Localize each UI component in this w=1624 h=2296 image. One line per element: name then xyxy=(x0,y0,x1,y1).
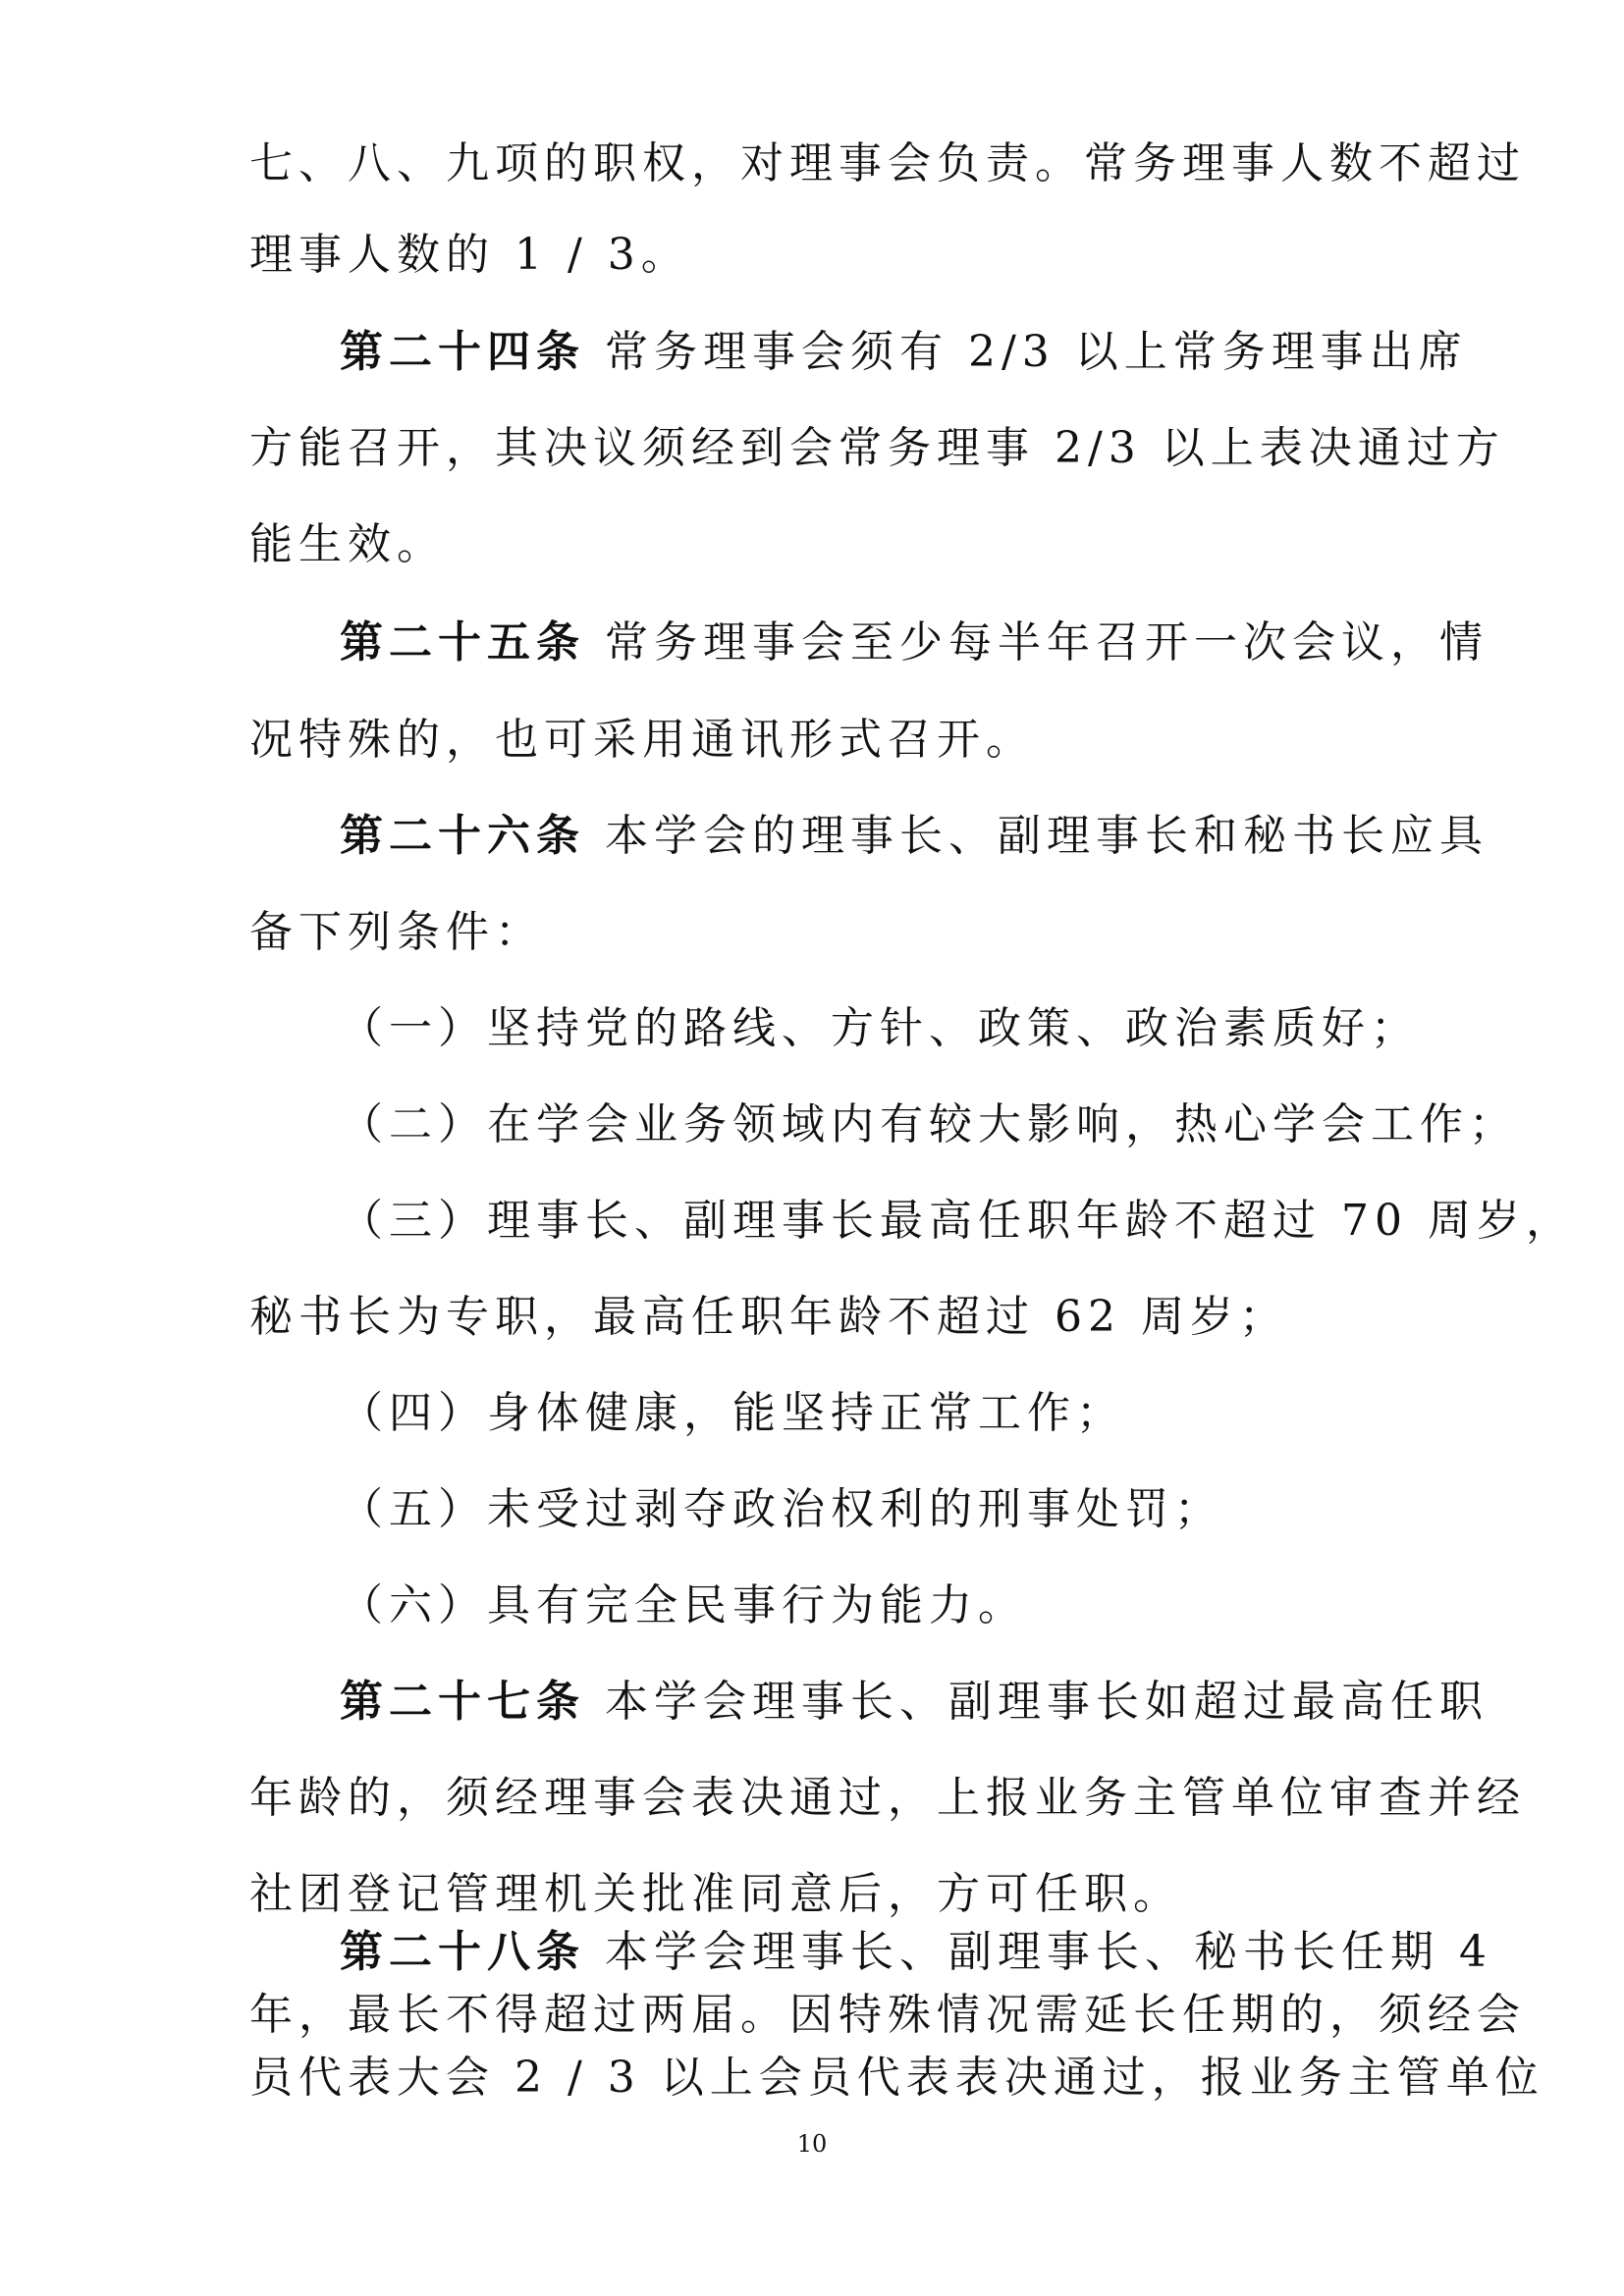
text-line: 七、八、九项的职权，对理事会负责。常务理事人数不超过 xyxy=(249,138,1526,188)
article-text: 本学会的理事长、副理事长和秘书长应具 xyxy=(605,811,1489,861)
article-24-first-line xyxy=(340,325,1468,380)
article-text: 本学会理事长、副理事长如超过最高任职 xyxy=(605,1677,1489,1727)
text-line: 方能召开，其决议须经到会常务理事 2/3 以上表决通过方 xyxy=(249,423,1505,473)
article-heading: 第二十八条 xyxy=(340,1927,585,1977)
article-26-first-line xyxy=(340,809,1489,864)
text-line: 社团登记管理机关批准同意后，方可任职。 xyxy=(249,1869,1182,1919)
article-text: 常务理事会至少每半年召开一次会议，情 xyxy=(605,617,1489,667)
text-line: 理事人数的 1 / 3。 xyxy=(249,230,690,280)
article-text: 本学会理事长、副理事长、秘书长任期 4 xyxy=(605,1927,1492,1977)
list-item-continuation: 秘书长为专职，最高任职年龄不超过 62 周岁； xyxy=(249,1292,1288,1342)
list-item: （二）在学会业务领域内有较大影响，热心学会工作； xyxy=(340,1099,1518,1149)
text-line: 能生效。 xyxy=(249,519,446,569)
article-heading: 第二十四条 xyxy=(340,327,585,377)
article-25-first-line xyxy=(340,615,1489,670)
list-item: （一）坚持党的路线、方针、政策、政治素质好； xyxy=(340,1003,1420,1053)
text-line: 备下列条件： xyxy=(249,907,544,957)
text-line: 员代表大会 2 / 3 以上会员代表表决通过，报业务主管单位 xyxy=(249,2053,1544,2103)
list-item: （四）身体健康，能坚持正常工作； xyxy=(340,1388,1125,1438)
article-28-first-line xyxy=(340,1925,1492,1980)
article-heading: 第二十六条 xyxy=(340,811,585,861)
article-heading: 第二十五条 xyxy=(340,617,585,667)
article-27-first-line xyxy=(340,1675,1489,1730)
text-line: 年，最长不得超过两届。因特殊情况需延长任期的，须经会 xyxy=(249,1990,1526,2040)
page-number: 10 xyxy=(796,2130,828,2158)
text-line: 况特殊的，也可采用通讯形式召开。 xyxy=(249,715,1035,765)
article-text: 常务理事会须有 2/3 以上常务理事出席 xyxy=(605,327,1468,377)
list-item: （五）未受过剥夺政治权利的刑事处罚； xyxy=(340,1484,1223,1534)
text-line: 年龄的，须经理事会表决通过，上报业务主管单位审查并经 xyxy=(249,1773,1526,1823)
article-heading: 第二十七条 xyxy=(340,1677,585,1727)
list-item: （六）具有完全民事行为能力。 xyxy=(340,1580,1027,1630)
list-item: （三）理事长、副理事长最高任职年龄不超过 70 周岁， xyxy=(340,1196,1575,1246)
